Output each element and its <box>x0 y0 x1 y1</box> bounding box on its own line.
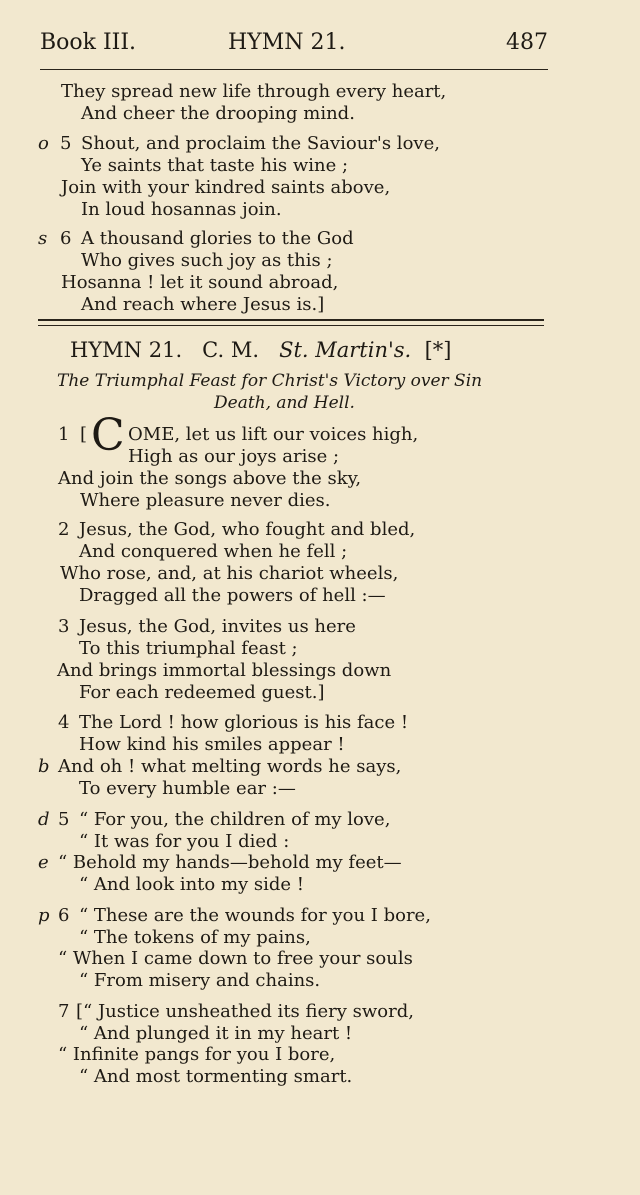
verse-number: 4 <box>58 712 70 733</box>
hymn-subtitle: The Triumphal Feast for Christ's Victory over Sin <box>57 371 483 391</box>
dynamic-mark: o <box>38 133 49 154</box>
header-rule <box>40 69 548 70</box>
verse-line: Ye saints that taste his wine ; <box>81 155 349 176</box>
verse-line: And oh ! what melting words he says, <box>58 756 402 777</box>
verse-number: 1 <box>58 424 70 445</box>
dynamic-mark: b <box>38 756 50 777</box>
verse-line: High as our joys arise ; <box>128 446 340 467</box>
verse-line: A thousand glories to the God <box>81 228 354 249</box>
verse-line: Who rose, and, at his chariot wheels, <box>60 563 399 584</box>
verse-bracket: [ <box>80 424 88 445</box>
drop-cap: C <box>91 410 125 461</box>
verse-number: 5 <box>58 809 70 830</box>
verse-line: And reach where Jesus is.] <box>81 294 325 315</box>
verse-line: The Lord ! how glorious is his face ! <box>79 712 409 733</box>
verse-line: Who gives such joy as this ; <box>81 250 333 271</box>
verse-line: “ Infinite pangs for you I bore, <box>58 1044 336 1065</box>
verse-number: 6 <box>58 905 70 926</box>
verse-line: “ When I came down to free your souls <box>58 948 413 969</box>
dynamic-mark: d <box>38 809 50 830</box>
verse-number: 6 <box>60 228 72 249</box>
hymn-meter: C. M. <box>202 338 260 362</box>
verse-line: “ These are the wounds for you I bore, <box>79 905 431 926</box>
hymn-mark: [*] <box>424 338 452 362</box>
verse-line: Hosanna ! let it sound abroad, <box>61 272 339 293</box>
dynamic-mark: s <box>38 228 48 249</box>
verse-line: “ Behold my hands—behold my feet— <box>58 852 402 873</box>
verse-line: “ The tokens of my pains, <box>79 927 311 948</box>
verse-line: In loud hosannas join. <box>81 199 282 220</box>
tune-name: St. Martin's. <box>279 338 412 362</box>
verse-line: Where pleasure never dies. <box>80 490 331 511</box>
book-label: Book III. <box>40 30 137 55</box>
verse-number: 7 <box>58 1001 70 1022</box>
verse-line: Shout, and proclaim the Saviour's love, <box>81 133 440 154</box>
verse-line: “ For you, the children of my love, <box>79 809 391 830</box>
verse-line: [“ Justice unsheathed its fiery sword, <box>76 1001 414 1022</box>
verse-line: Join with your kindred saints above, <box>61 177 391 198</box>
hymn-subtitle: Death, and Hell. <box>214 393 355 413</box>
verse-line: And brings immortal blessings down <box>57 660 392 681</box>
verse-line: And cheer the drooping mind. <box>81 103 355 124</box>
verse-line: “ It was for you I died : <box>79 831 290 852</box>
hymn-label: HYMN 21. <box>228 30 346 55</box>
verse-line: They spread new life through every heart, <box>61 81 447 102</box>
hymn-title: HYMN 21. <box>70 338 183 362</box>
verse-number: 2 <box>58 519 70 540</box>
verse-number: 3 <box>58 616 70 637</box>
verse-line: How kind his smiles appear ! <box>79 734 345 755</box>
verse-line: “ And look into my side ! <box>79 874 305 895</box>
verse-line: “ And most tormenting smart. <box>79 1066 353 1087</box>
hymn-heading <box>70 338 451 362</box>
section-divider <box>38 319 544 326</box>
verse-line: Dragged all the powers of hell :— <box>79 585 386 606</box>
verse-number: 5 <box>60 133 72 154</box>
dynamic-mark: e <box>38 852 49 873</box>
verse-line: And conquered when he fell ; <box>79 541 348 562</box>
verse-line: “ And plunged it in my heart ! <box>79 1023 353 1044</box>
verse-line: “ From misery and chains. <box>79 970 321 991</box>
verse-line: And join the songs above the sky, <box>58 468 362 489</box>
verse-line: OME, let us lift our voices high, <box>128 424 419 445</box>
verse-line: To this triumphal feast ; <box>79 638 298 659</box>
verse-line: Jesus, the God, who fought and bled, <box>79 519 416 540</box>
verse-line: Jesus, the God, invites us here <box>79 616 356 637</box>
verse-line: To every humble ear :— <box>79 778 296 799</box>
page-number: 487 <box>506 30 548 55</box>
running-header <box>40 30 548 66</box>
dynamic-mark: p <box>38 905 50 926</box>
verse-line: For each redeemed guest.] <box>79 682 325 703</box>
